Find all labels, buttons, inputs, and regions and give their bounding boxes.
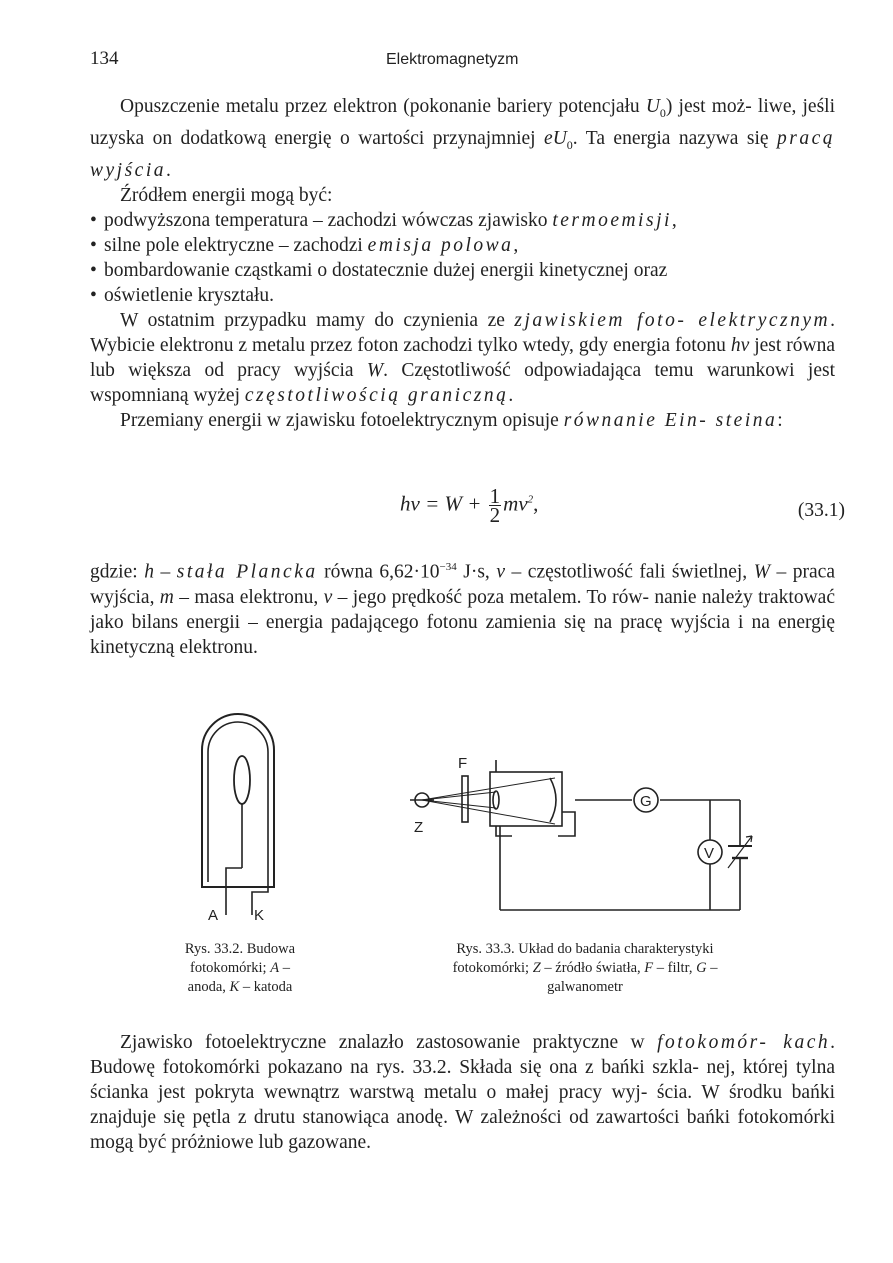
label-filter: F	[458, 755, 468, 772]
term-praca-wyjscia: pracą wyjścia	[90, 127, 835, 181]
anode-lead	[226, 868, 242, 915]
text-block-bottom	[90, 1030, 835, 1155]
text-block-variables	[90, 555, 835, 660]
paragraph-energy-sources: Źródłem energii mogą być:	[120, 184, 333, 206]
paragraph-photocell-use: Zjawisko fotoelektryczne znalazło zastosowanie praktyczne w fotokomór- kach. Budowę fotokomórki pokazano na rys. 33.2. Składa się ona z bańki szkla- nej, której tylna ścianka jest pokryta wewnątrz warstwą metalu o małej pracy wyj- ścia. W środku bańki znajduje się pętla z drutu stanowiąca anodę. W zależności od zawartości bańki fotokomórki mogą być próżniowe lub gazowane.	[90, 1032, 835, 1153]
list-item: • bombardowanie cząstkami o dostatecznie dużej energii kinetycznej oraz	[90, 258, 835, 283]
text-block-top	[90, 94, 835, 433]
energy-sources-list	[90, 208, 835, 308]
figure-33-2-caption: Rys. 33.2. Budowa fotokomórki; A – anoda, K – katoda	[184, 941, 296, 995]
label-source: Z	[414, 819, 424, 836]
photocell-diagram	[190, 690, 290, 930]
equation-33-1: hν = W + $\frac{1}{2}$ $mv^2$, (33.1)	[400, 484, 845, 527]
list-item: • silne pole elektryczne – zachodzi emisja polowa,	[90, 233, 835, 258]
paragraph-variables: gdzie: h – stała Plancka równa $6,62\cdot 10^{-34}$ J·s, ν – częstotliwość fali świetlnej, W – praca wyjścia, m – masa elektronu, v – jego prędkość poza metalem. To rów- nanie należy traktować jako bilans energii – energia padającego fotonu zamienia się na pracę wyjścia i na energię kinetyczną elektronu.	[90, 561, 835, 658]
paragraph-photoelectric: W ostatnim przypadku mamy do czynienia ze zjawiskiem foto- elektrycznym. Wybicie elektronu z metalu przez foton zachodzi tylko wtedy, gdy energia fotonu hν jest równa lub większa od pracy wyjścia W. Częstotliwość odpowiadająca temu warunkowi jest wspomnianą wyżej częstotliwością graniczną.	[90, 309, 835, 406]
label-galvanometer: G	[640, 793, 652, 810]
list-item: • podwyższona temperatura – zachodzi wówczas zjawisko termoemisji,	[90, 208, 835, 233]
anode-loop	[234, 756, 250, 804]
page-number: 134	[90, 48, 119, 69]
figure-33-3-caption: Rys. 33.3. Układ do badania charakterystyki fotokomórki; Z – źródło światła, F – filtr, G – galwanometr	[452, 941, 718, 995]
paragraph-work-function: Opuszczenie metalu przez elektron (pokonanie bariery potencjału $U_0$) jest moż- liwe, jeśli uzyska on dodatkową energię o wartości przynajmniej $eU_0$. Ta energia nazywa się pracą wyjścia.	[90, 96, 835, 181]
label-voltmeter: V	[704, 845, 715, 862]
label-anode: A	[208, 907, 219, 924]
running-title: Elektromagnetyzm	[386, 51, 519, 68]
circuit-diagram	[400, 750, 770, 920]
list-item: • oświetlenie kryształu.	[90, 283, 835, 308]
label-cathode: K	[254, 907, 265, 924]
paragraph-einstein: Przemiany energii w zjawisku fotoelektrycznym opisuje równanie Ein- steina:	[120, 409, 783, 431]
equation-number: (33.1)	[797, 500, 845, 521]
filter-symbol	[462, 776, 468, 822]
